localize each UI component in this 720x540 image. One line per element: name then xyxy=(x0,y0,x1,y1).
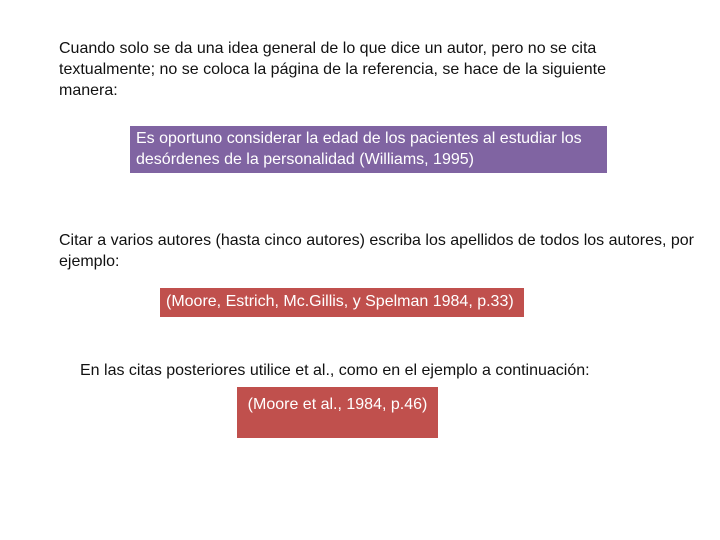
example-citation-moore-full: (Moore, Estrich, Mc.Gillis, y Spelman 1984, p.33) xyxy=(160,288,524,317)
example-citation-moore-et-al: (Moore et al., 1984, p.46) xyxy=(237,387,438,438)
multiple-authors-paragraph: Citar a varios autores (hasta cinco autores) escriba los apellidos de todos los autores, por ejemplo: xyxy=(59,232,694,270)
intro-paragraph: Cuando solo se da una idea general de lo que dice un autor, pero no se cita textualmente; no se coloca la página de la referencia, se hace de la siguiente manera: xyxy=(59,40,607,99)
subsequent-citations-paragraph: En las citas posteriores utilice et al., como en el ejemplo a continuación: xyxy=(80,362,590,379)
example-citation-williams: Es oportuno considerar la edad de los pacientes al estudiar los desórdenes de la personalidad (Williams, 1995) xyxy=(130,126,607,173)
